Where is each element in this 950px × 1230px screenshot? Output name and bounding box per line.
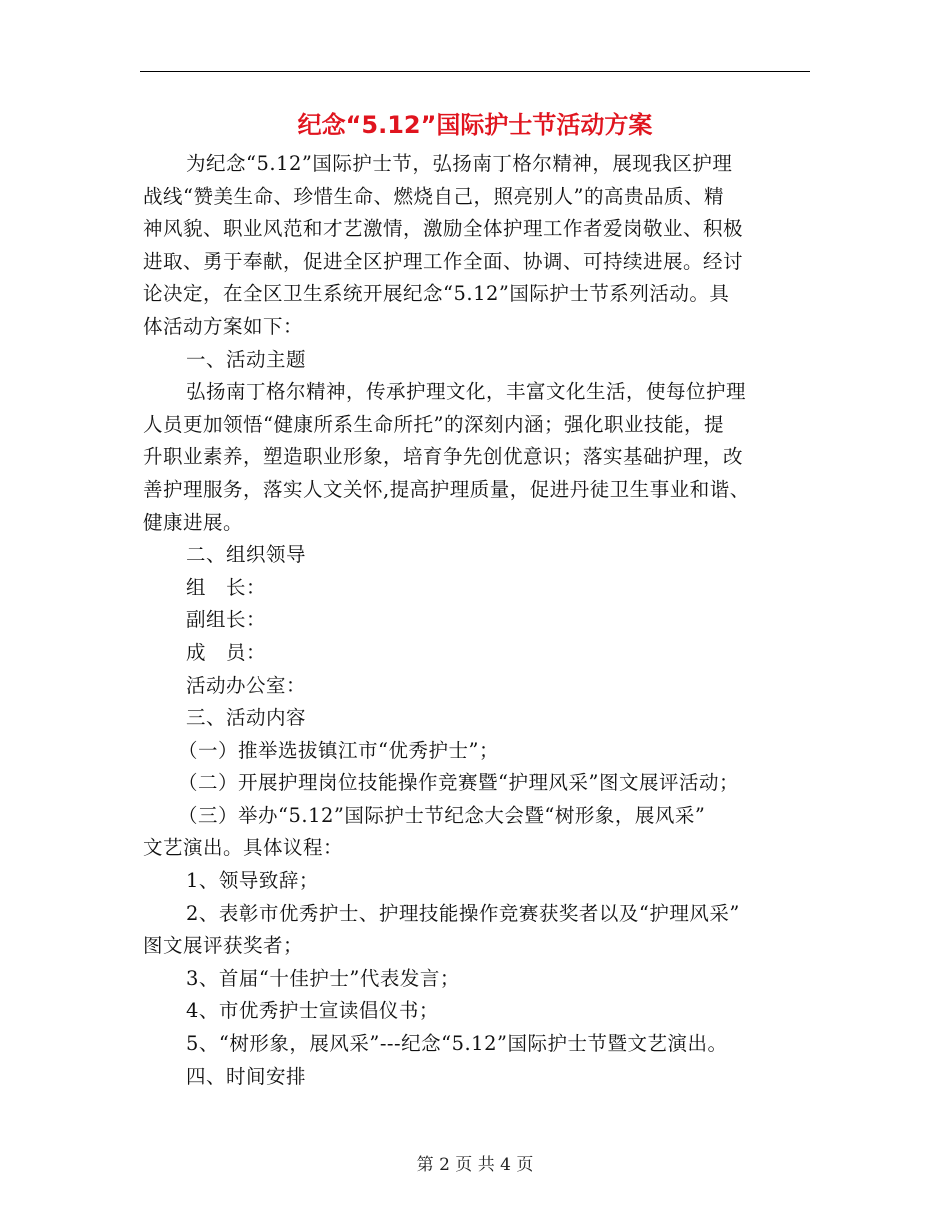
intro-line-1: 为纪念“5.12”国际护士节，弘扬南丁格尔精神，展现我区护理 — [186, 152, 733, 175]
header-rule — [140, 71, 810, 72]
intro-line-6: 体活动方案如下： — [143, 314, 304, 338]
intro-line-3: 神风貌、职业风范和才艺激情，激励全体护理工作者爱岗敬业、积极 — [143, 217, 744, 241]
content-item-2: （二）开展护理岗位技能操作竞赛暨“护理风采”图文展评活动； — [178, 771, 739, 795]
agenda-item-2: 2、表彰市优秀护士、护理技能操作竞赛获奖者以及“护理风采” — [186, 901, 740, 925]
intro-line-5: 论决定，在全区卫生系统开展纪念“5.12”国际护士节系列活动。具 — [143, 282, 730, 306]
content-item-3: （三）举办“5.12”国际护士节纪念大会暨“树形象，展风采” — [178, 803, 706, 827]
agenda-item-2-cont: 图文展评获奖者； — [143, 934, 304, 958]
intro-line-2: 战线“赞美生命、珍惜生命、燃烧自己，照亮别人”的高贵品质、精 — [143, 184, 724, 208]
agenda-item-5: 5、“树形象，展风采”---纪念“5.12”国际护士节暨文艺演出。 — [186, 1032, 728, 1056]
agenda-item-3: 3、首届“十佳护士”代表发言； — [186, 966, 460, 990]
section-heading-content: 三、活动内容 — [186, 706, 307, 730]
members-field: 成 员： — [186, 640, 267, 664]
content-item-3-cont: 文艺演出。具体议程： — [143, 836, 344, 860]
theme-line-5: 健康进展。 — [143, 510, 244, 534]
deputy-leader-field: 副组长： — [186, 608, 267, 632]
intro-line-4: 进取、勇于奉献，促进全区护理工作全面、协调、可持续进展。经讨 — [143, 249, 744, 273]
theme-line-1: 弘扬南丁格尔精神，传承护理文化，丰富文化生活，使每位护理 — [186, 380, 747, 404]
theme-line-3: 升职业素养，塑造职业形象，培育争先创优意识；落实基础护理，改 — [143, 445, 744, 469]
section-heading-theme: 一、活动主题 — [186, 347, 307, 371]
theme-line-4: 善护理服务，落实人文关怀,提高护理质量，促进丹徒卫生事业和谐、 — [143, 477, 750, 501]
document-body — [143, 148, 811, 1093]
section-heading-schedule: 四、时间安排 — [186, 1064, 307, 1088]
document-title: 纪念“5.12”国际护士节活动方案 — [297, 111, 653, 139]
leader-field: 组 长： — [186, 575, 267, 599]
section-heading-leadership: 二、组织领导 — [186, 543, 307, 567]
agenda-item-4: 4、市优秀护士宣读倡仪书； — [186, 999, 439, 1023]
activity-office-field: 活动办公室： — [186, 673, 307, 697]
page-number: 第 2 页 共 4 页 — [416, 1155, 534, 1175]
theme-line-2: 人员更加领悟“健康所系生命所托”的深刻内涵；强化职业技能，提 — [143, 412, 724, 436]
content-item-1: （一）推举选拔镇江市“优秀护士”； — [178, 738, 499, 762]
agenda-item-1: 1、领导致辞； — [186, 869, 319, 893]
